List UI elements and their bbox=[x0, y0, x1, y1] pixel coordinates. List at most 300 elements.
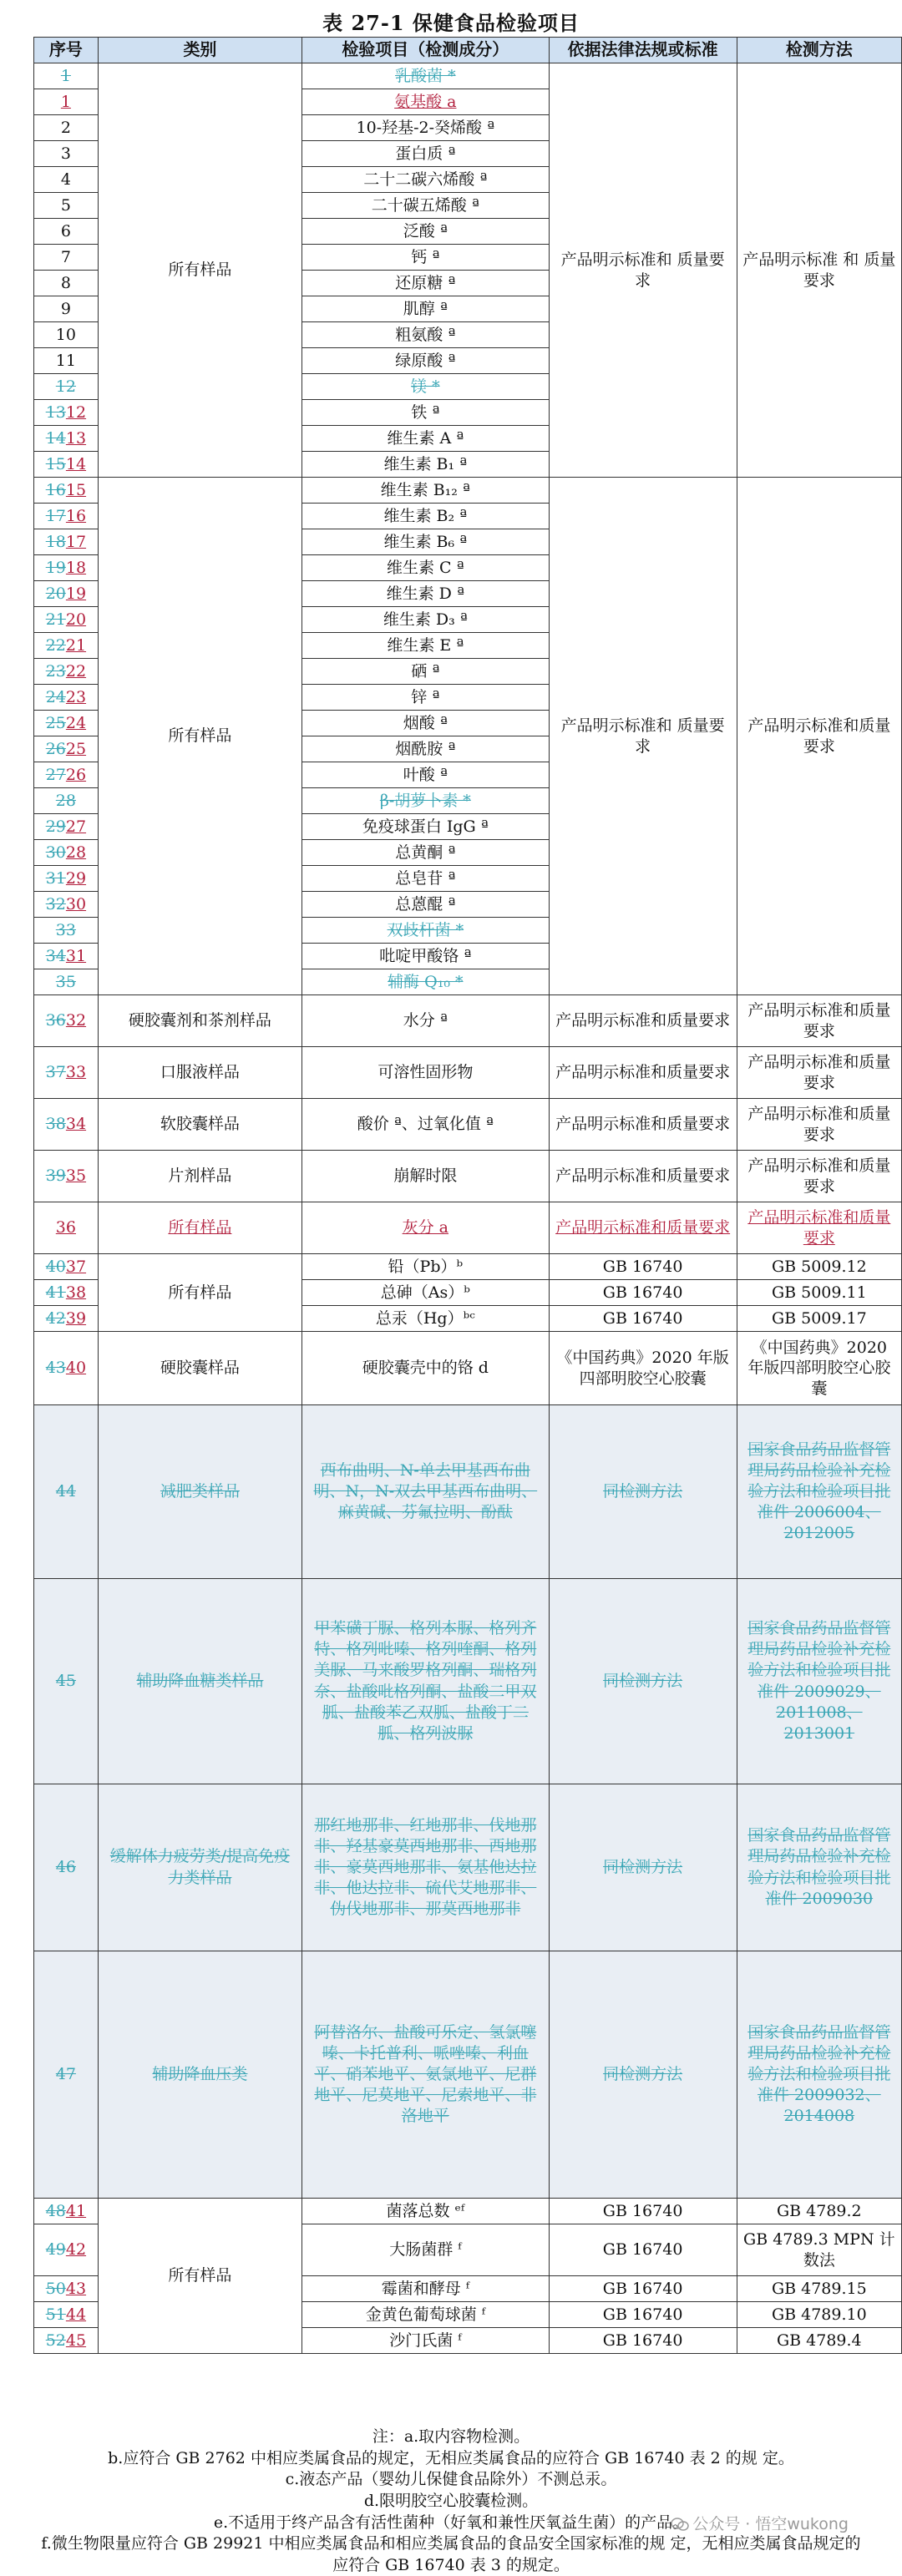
row-number-text: 1 bbox=[60, 92, 71, 111]
item-cell bbox=[302, 736, 549, 762]
header-method: 检测方法 bbox=[737, 38, 901, 63]
item-text: 崩解时限 bbox=[393, 1167, 458, 1186]
table-row bbox=[34, 63, 902, 89]
table-row bbox=[34, 1151, 902, 1202]
deleted-row bbox=[34, 1579, 902, 1784]
new-number: 28 bbox=[65, 843, 87, 862]
row-number bbox=[34, 762, 99, 788]
category-cell: 硬胶囊样品 bbox=[98, 1332, 302, 1405]
row-number bbox=[34, 452, 99, 478]
footnote-line: e.不适用于终产品含有活性菌种（好氧和兼性厌氧益生菌）的产品。 bbox=[213, 2513, 689, 2532]
item-text: 蛋白质 ª bbox=[395, 144, 456, 163]
basis-cell bbox=[549, 1202, 737, 1254]
item-text: 甲苯磺丁脲、格列本脲、格列齐特、格列吡嗪、格列喹酮、格列美脲、马来酸罗格列酮、瑞格列奈、盐酸吡格列酮、盐酸二甲双胍、盐酸苯乙双胍、盐酸丁二胍、格列波脲 bbox=[314, 1619, 537, 1743]
row-number bbox=[34, 1280, 99, 1306]
old-number: 21 bbox=[45, 610, 66, 629]
micro-category: 所有样品 bbox=[98, 2199, 302, 2354]
row-number bbox=[34, 1784, 99, 1951]
basis-text: 同检测方法 bbox=[603, 1671, 683, 1690]
row-number bbox=[34, 245, 99, 271]
item-cell bbox=[302, 529, 549, 555]
method-cell: GB 5009.17 bbox=[737, 1306, 901, 1332]
row-number bbox=[34, 348, 99, 374]
category-cell bbox=[98, 1579, 302, 1784]
item-text: 辅酶 Q₁₀ * bbox=[388, 972, 464, 991]
item-text: 灰分 a bbox=[402, 1218, 448, 1237]
item-cell bbox=[302, 2224, 549, 2276]
new-number: 16 bbox=[65, 506, 87, 525]
item-text: 维生素 D ª bbox=[386, 584, 464, 603]
item-text: 维生素 B₁₂ ª bbox=[380, 480, 470, 499]
new-number: 38 bbox=[65, 1283, 87, 1302]
old-number: 47 bbox=[55, 2065, 76, 2084]
item-text: 维生素 C ª bbox=[386, 558, 464, 577]
old-number: 51 bbox=[45, 2305, 66, 2324]
old-number: 44 bbox=[55, 1482, 76, 1501]
row-number bbox=[34, 2276, 99, 2302]
group1-category: 所有样品 bbox=[98, 63, 302, 478]
row-number bbox=[34, 969, 99, 995]
category-cell bbox=[98, 1202, 302, 1254]
item-text: 大肠菌群 ᶠ bbox=[389, 2240, 462, 2260]
new-number: 24 bbox=[65, 713, 87, 732]
table-row bbox=[34, 1047, 902, 1099]
row-number bbox=[34, 89, 99, 115]
item-text: 铁 ª bbox=[411, 402, 440, 422]
old-number: 48 bbox=[45, 2201, 66, 2220]
item-text: 总砷（As）ᵇ bbox=[380, 1283, 470, 1302]
row-number bbox=[34, 659, 99, 685]
item-cell bbox=[302, 840, 549, 866]
row-number bbox=[34, 1202, 99, 1254]
old-number: 22 bbox=[45, 635, 66, 655]
item-cell bbox=[302, 2276, 549, 2302]
basis-cell: GB 16740 bbox=[549, 1254, 737, 1280]
new-number: 27 bbox=[65, 817, 87, 836]
item-text: 菌落总数 ᵉᶠ bbox=[386, 2201, 465, 2220]
category-text: 所有样品 bbox=[168, 1218, 232, 1237]
footnote-line: 注：a.取内容物检测。 bbox=[372, 2427, 530, 2446]
deleted-row bbox=[34, 1405, 902, 1579]
row-number bbox=[34, 1254, 99, 1280]
new-number: 14 bbox=[65, 454, 87, 473]
method-cell: 产品明示标准和质量要求 bbox=[737, 1099, 901, 1151]
item-cell bbox=[302, 892, 549, 918]
old-number: 49 bbox=[45, 2240, 66, 2260]
table-row bbox=[34, 478, 902, 504]
row-number bbox=[34, 1099, 99, 1151]
item-text: 阿替洛尔、盐酸可乐定、氢氯噻嗪、卡托普利、哌唑嗪、利血平、硝苯地平、氨氯地平、尼群地平、尼莫地平、尼索地平、非洛地平 bbox=[314, 2022, 537, 2126]
basis-cell: 产品明示标准和质量要求 bbox=[549, 1151, 737, 1202]
item-text: 维生素 B₂ ª bbox=[383, 506, 468, 525]
header-basis: 依据法律法规或标准 bbox=[549, 38, 737, 63]
basis-text: 同检测方法 bbox=[603, 1857, 683, 1876]
method-cell bbox=[737, 1202, 901, 1254]
new-number: 21 bbox=[65, 635, 87, 655]
basis-cell: GB 16740 bbox=[549, 2302, 737, 2328]
basis-cell: GB 16740 bbox=[549, 2276, 737, 2302]
item-text: 硒 ª bbox=[411, 661, 440, 681]
group1-basis: 产品明示标准和 质量要求 bbox=[549, 63, 737, 478]
method-cell bbox=[737, 1405, 901, 1579]
new-number: 31 bbox=[65, 946, 87, 965]
method-cell: GB 5009.12 bbox=[737, 1254, 901, 1280]
item-text: 二十碳五烯酸 ª bbox=[371, 195, 479, 215]
old-number: 39 bbox=[45, 1167, 66, 1186]
new-number: 35 bbox=[65, 1167, 87, 1186]
item-text: 氨基酸 a bbox=[394, 92, 457, 111]
row-number bbox=[34, 814, 99, 840]
row-number bbox=[34, 711, 99, 736]
item-cell bbox=[302, 245, 549, 271]
deleted-row bbox=[34, 1951, 902, 2199]
item-text: 维生素 E ª bbox=[387, 635, 464, 655]
category-text: 缓解体力疲劳类/提高免疫力类样品 bbox=[109, 1847, 291, 1887]
row-number bbox=[34, 1306, 99, 1332]
basis-cell bbox=[549, 1405, 737, 1579]
item-cell bbox=[302, 193, 549, 219]
category-cell: 软胶囊样品 bbox=[98, 1099, 302, 1151]
row-number-text: 11 bbox=[55, 351, 76, 370]
basis-cell bbox=[549, 1951, 737, 2199]
row-number-text: 8 bbox=[60, 273, 71, 292]
row-number-text: 2 bbox=[60, 118, 71, 137]
category-cell: 硬胶囊剂和茶剂样品 bbox=[98, 995, 302, 1047]
heavy-metals-category: 所有样品 bbox=[98, 1254, 302, 1332]
item-text: 肌醇 ª bbox=[403, 299, 448, 318]
item-text: 那红地那非、红地那非、伐地那非、羟基豪莫西地那非、西地那非、豪莫西地那非、氨基他达拉非、他达拉非、硫代艾地那非、伪伐地那非、那莫西地那非 bbox=[314, 1815, 537, 1919]
category-cell bbox=[98, 1405, 302, 1579]
new-number: 43 bbox=[65, 2279, 87, 2298]
item-cell bbox=[302, 685, 549, 711]
basis-cell: 产品明示标准和质量要求 bbox=[549, 995, 737, 1047]
item-cell bbox=[302, 814, 549, 840]
new-number: 36 bbox=[55, 1218, 76, 1237]
old-number: 14 bbox=[45, 428, 66, 448]
row-number bbox=[34, 193, 99, 219]
method-text: 国家食品药品监督管理局药品检验补充检验方法和检验项目批准件 2009032、2014008 bbox=[747, 2022, 891, 2126]
basis-cell bbox=[549, 1579, 737, 1784]
item-cell bbox=[302, 63, 549, 89]
old-number: 19 bbox=[45, 558, 66, 577]
item-cell bbox=[302, 1202, 549, 1254]
row-number-text: 10 bbox=[55, 325, 76, 344]
row-number bbox=[34, 685, 99, 711]
row-number bbox=[34, 167, 99, 193]
method-text: 产品明示标准和质量要求 bbox=[747, 1208, 891, 1248]
row-number bbox=[34, 400, 99, 426]
method-cell: GB 4789.10 bbox=[737, 2302, 901, 2328]
new-number: 19 bbox=[65, 584, 87, 603]
item-text: 西布曲明、N-单去甲基西布曲明、N，N-双去甲基西布曲明、麻黄碱、芬氟拉明、酚酞 bbox=[313, 1460, 538, 1522]
item-text: 总汞（Hg）ᵇᶜ bbox=[375, 1308, 475, 1328]
item-text: 乳酸菌 * bbox=[395, 66, 456, 85]
method-cell: 产品明示标准和质量要求 bbox=[737, 1047, 901, 1099]
item-text: 水分 ª bbox=[403, 1011, 448, 1030]
basis-cell: GB 16740 bbox=[549, 2328, 737, 2354]
method-cell: 产品明示标准和质量要求 bbox=[737, 1151, 901, 1202]
old-number: 46 bbox=[55, 1858, 76, 1877]
old-number: 29 bbox=[45, 817, 66, 836]
header-item: 检验项目（检测成分） bbox=[302, 38, 549, 63]
basis-cell: GB 16740 bbox=[549, 1306, 737, 1332]
basis-cell: GB 16740 bbox=[549, 1280, 737, 1306]
item-text: 二十二碳六烯酸 ª bbox=[363, 170, 488, 189]
new-number: 45 bbox=[65, 2331, 87, 2350]
item-cell bbox=[302, 2199, 549, 2224]
item-text: 绿原酸 ª bbox=[395, 351, 456, 370]
new-number: 29 bbox=[65, 868, 87, 888]
item-cell bbox=[302, 1332, 549, 1405]
deleted-row bbox=[34, 1784, 902, 1951]
row-number bbox=[34, 788, 99, 814]
old-number: 40 bbox=[45, 1257, 66, 1276]
item-cell bbox=[302, 2328, 549, 2354]
row-number-text: 6 bbox=[60, 221, 71, 240]
row-number bbox=[34, 141, 99, 167]
item-cell bbox=[302, 2302, 549, 2328]
row-number-text: 9 bbox=[60, 299, 71, 318]
method-cell bbox=[737, 1579, 901, 1784]
table-row bbox=[34, 1202, 902, 1254]
old-number: 30 bbox=[45, 843, 66, 862]
category-text: 辅助降血压类 bbox=[152, 2064, 248, 2083]
old-number: 33 bbox=[55, 920, 76, 939]
old-number: 12 bbox=[55, 377, 76, 396]
table-row bbox=[34, 1254, 902, 1280]
new-number: 23 bbox=[65, 687, 87, 706]
row-number bbox=[34, 2199, 99, 2224]
basis-text: 产品明示标准和质量要求 bbox=[555, 1218, 731, 1237]
old-number: 15 bbox=[45, 454, 66, 473]
row-number bbox=[34, 2328, 99, 2354]
inspection-table bbox=[33, 37, 902, 2354]
item-text: 叶酸 ª bbox=[403, 765, 448, 784]
item-cell bbox=[302, 374, 549, 400]
new-number: 17 bbox=[65, 532, 87, 551]
old-number: 32 bbox=[45, 894, 66, 913]
old-number: 13 bbox=[45, 402, 66, 422]
item-text: 锌 ª bbox=[411, 687, 440, 706]
row-number bbox=[34, 866, 99, 892]
item-text: 维生素 B₁ ª bbox=[383, 454, 468, 473]
old-number: 17 bbox=[45, 506, 66, 525]
item-cell bbox=[302, 788, 549, 814]
item-text: 霉菌和酵母 ᶠ bbox=[381, 2279, 469, 2298]
old-number: 26 bbox=[45, 739, 66, 758]
item-cell bbox=[302, 1951, 549, 2199]
watermark-text: 公众号 · 悟空wukong bbox=[692, 2515, 849, 2533]
old-number: 38 bbox=[45, 1115, 66, 1134]
item-cell bbox=[302, 296, 549, 322]
method-cell: 产品明示标准和质量要求 bbox=[737, 995, 901, 1047]
old-number: 52 bbox=[45, 2331, 66, 2350]
new-number: 20 bbox=[65, 610, 87, 629]
item-cell bbox=[302, 141, 549, 167]
row-number bbox=[34, 374, 99, 400]
item-cell bbox=[302, 659, 549, 685]
item-cell bbox=[302, 1784, 549, 1951]
new-number: 40 bbox=[65, 1359, 87, 1378]
table-body bbox=[34, 63, 902, 2354]
item-text: 镁 * bbox=[411, 377, 440, 396]
item-cell bbox=[302, 1099, 549, 1151]
row-number-text: 5 bbox=[60, 195, 71, 215]
row-number bbox=[34, 115, 99, 141]
old-number: 42 bbox=[45, 1308, 66, 1328]
item-text: 金黄色葡萄球菌 ᶠ bbox=[365, 2305, 485, 2324]
item-text: 还原糖 ª bbox=[395, 273, 456, 292]
category-text: 辅助降血糖类样品 bbox=[136, 1671, 264, 1690]
item-cell bbox=[302, 1047, 549, 1099]
item-text: 吡啶甲酸铬 ª bbox=[379, 946, 472, 965]
old-number: 36 bbox=[45, 1011, 66, 1030]
item-text: 总蒽醌 ª bbox=[395, 894, 456, 913]
row-number bbox=[34, 607, 99, 633]
item-text: 可溶性固形物 bbox=[378, 1063, 474, 1082]
old-number: 23 bbox=[45, 661, 66, 681]
item-cell bbox=[302, 1151, 549, 1202]
row-number bbox=[34, 322, 99, 348]
item-cell bbox=[302, 1579, 549, 1784]
item-cell bbox=[302, 711, 549, 736]
row-number bbox=[34, 63, 99, 89]
table-row bbox=[34, 1332, 902, 1405]
method-cell: GB 4789.15 bbox=[737, 2276, 901, 2302]
item-text: 烟酰胺 ª bbox=[395, 739, 456, 758]
item-cell bbox=[302, 1280, 549, 1306]
row-number bbox=[34, 918, 99, 944]
method-cell: GB 4789.4 bbox=[737, 2328, 901, 2354]
row-number bbox=[34, 581, 99, 607]
footnote-line: d.限明胶空心胶囊检测。 bbox=[363, 2491, 539, 2510]
header-no: 序号 bbox=[34, 38, 99, 63]
row-number bbox=[34, 633, 99, 659]
header-category: 类别 bbox=[98, 38, 302, 63]
old-number: 20 bbox=[45, 584, 66, 603]
item-text: 维生素 A ª bbox=[387, 428, 464, 448]
row-number bbox=[34, 504, 99, 529]
item-cell bbox=[302, 400, 549, 426]
row-number bbox=[34, 296, 99, 322]
old-number: 37 bbox=[45, 1063, 66, 1082]
new-number: 34 bbox=[65, 1115, 87, 1134]
method-text: 国家食品药品监督管理局药品检验补充检验方法和检验项目批准件 2006004、2012005 bbox=[747, 1440, 891, 1543]
item-text: 硬胶囊壳中的铬 d bbox=[362, 1359, 489, 1378]
old-number: 28 bbox=[55, 791, 76, 810]
new-number: 30 bbox=[65, 894, 87, 913]
row-number bbox=[34, 529, 99, 555]
method-text: 国家食品药品监督管理局药品检验补充检验方法和检验项目批准件 2009029、2011008、2013001 bbox=[747, 1619, 891, 1743]
table-row bbox=[34, 2199, 902, 2224]
footnote-line: b.应符合 GB 2762 中相应类属食品的规定，无相应类属食品的应符合 GB 16740 表 2 的规 定。 bbox=[108, 2448, 794, 2467]
new-number: 37 bbox=[65, 1257, 87, 1276]
item-text: 总黄酮 ª bbox=[395, 843, 456, 862]
table-title: 表 27-1 保健食品检验项目 bbox=[322, 11, 580, 35]
item-text: 10-羟基-2-癸烯酸 ª bbox=[356, 118, 495, 137]
method-cell: 《中国药典》2020 年版四部明胶空心胶囊 bbox=[737, 1332, 901, 1405]
new-number: 13 bbox=[65, 428, 87, 448]
row-number bbox=[34, 1047, 99, 1099]
item-text: 维生素 D₃ ª bbox=[383, 610, 468, 629]
item-cell bbox=[302, 322, 549, 348]
item-cell bbox=[302, 944, 549, 969]
item-text: 铅（Pb）ᵇ bbox=[388, 1257, 464, 1276]
group1-method: 产品明示标准 和 质量要求 bbox=[737, 63, 901, 478]
new-number: 41 bbox=[65, 2201, 87, 2220]
row-number bbox=[34, 1951, 99, 2199]
row-number bbox=[34, 426, 99, 452]
category-cell bbox=[98, 1951, 302, 2199]
new-number: 44 bbox=[65, 2305, 87, 2324]
old-number: 41 bbox=[45, 1283, 66, 1302]
old-number: 24 bbox=[45, 687, 66, 706]
basis-text: 同检测方法 bbox=[603, 2064, 683, 2083]
item-text: 沙门氏菌 ᶠ bbox=[389, 2331, 462, 2350]
item-cell bbox=[302, 115, 549, 141]
item-text: 粗氨酸 ª bbox=[395, 325, 456, 344]
category-cell bbox=[98, 1784, 302, 1951]
item-text: β-胡萝卜素 * bbox=[379, 791, 471, 810]
row-number bbox=[34, 840, 99, 866]
item-cell bbox=[302, 504, 549, 529]
header-row bbox=[34, 38, 902, 63]
item-cell bbox=[302, 866, 549, 892]
basis-cell: GB 16740 bbox=[549, 2199, 737, 2224]
item-cell bbox=[302, 995, 549, 1047]
new-number: 33 bbox=[65, 1063, 87, 1082]
row-number bbox=[34, 2302, 99, 2328]
row-number bbox=[34, 1332, 99, 1405]
item-cell bbox=[302, 1405, 549, 1579]
old-number: 34 bbox=[45, 946, 66, 965]
item-cell bbox=[302, 607, 549, 633]
method-cell bbox=[737, 1784, 901, 1951]
basis-cell bbox=[549, 1784, 737, 1951]
item-cell bbox=[302, 581, 549, 607]
category-cell: 口服液样品 bbox=[98, 1047, 302, 1099]
group2-basis: 产品明示标准和 质量要求 bbox=[549, 478, 737, 995]
new-number: 26 bbox=[65, 765, 87, 784]
footnote-line: c.液态产品（婴幼儿保健食品除外）不测总汞。 bbox=[285, 2470, 617, 2489]
basis-cell: GB 16740 bbox=[549, 2224, 737, 2276]
item-text: 双歧杆菌 * bbox=[387, 920, 464, 939]
item-cell bbox=[302, 1254, 549, 1280]
old-number: 43 bbox=[45, 1359, 66, 1378]
item-cell bbox=[302, 219, 549, 245]
row-number bbox=[34, 995, 99, 1047]
old-number: 27 bbox=[45, 765, 66, 784]
row-number-text: 4 bbox=[60, 170, 71, 189]
method-cell: GB 4789.2 bbox=[737, 2199, 901, 2224]
method-cell bbox=[737, 1951, 901, 2199]
item-text: 泛酸 ª bbox=[403, 221, 448, 240]
category-cell: 片剂样品 bbox=[98, 1151, 302, 1202]
basis-cell: 产品明示标准和质量要求 bbox=[549, 1047, 737, 1099]
row-number bbox=[34, 478, 99, 504]
item-cell bbox=[302, 478, 549, 504]
category-text: 减肥类样品 bbox=[160, 1481, 240, 1501]
row-number-text: 7 bbox=[60, 247, 71, 266]
basis-cell: 《中国药典》2020 年版四部明胶空心胶囊 bbox=[549, 1332, 737, 1405]
new-number: 42 bbox=[65, 2240, 87, 2260]
item-cell bbox=[302, 89, 549, 115]
row-number bbox=[34, 1579, 99, 1784]
footnotes bbox=[33, 2427, 869, 2576]
group2-category: 所有样品 bbox=[98, 478, 302, 995]
table-row bbox=[34, 995, 902, 1047]
watermark bbox=[671, 2512, 849, 2534]
